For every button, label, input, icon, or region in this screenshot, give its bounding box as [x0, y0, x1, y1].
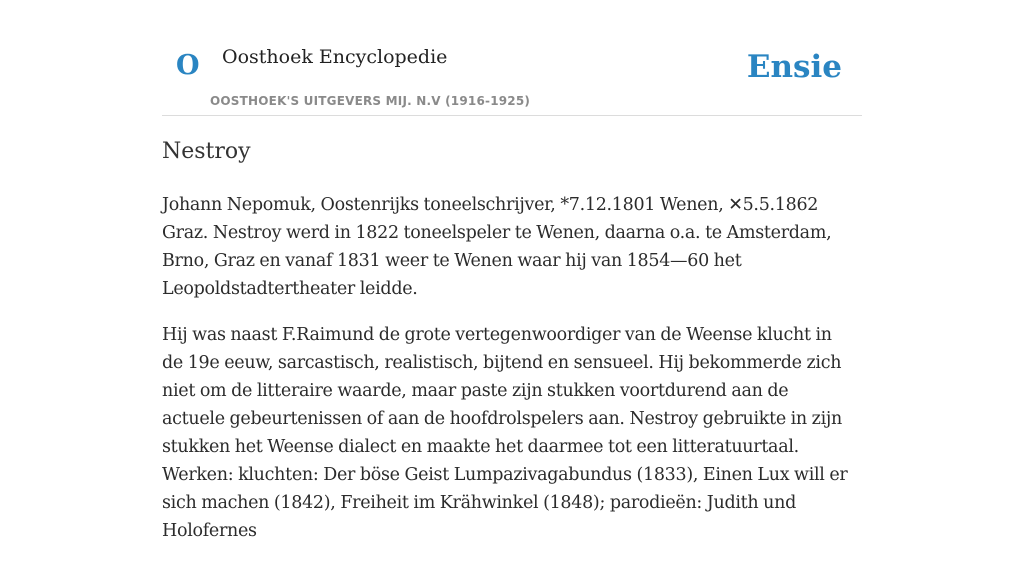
ensie-logo-link[interactable]: Ensie — [746, 49, 842, 85]
article — [162, 138, 852, 563]
article-paragraph: Hij was naast F.Raimund de grote vertegenwoordiger van de Weense klucht in de 19e eeuw, sarcastisch, realistisch, bijtend en sensueel. Hij bekommerde zich niet om de litteraire waarde, maar paste zijn stukken voortdurend aan de actuele gebeurtenissen of aan de hoofdrolspelers aan. Nestroy gebruikte in zijn stukken het Weense dialect en maakte het daarmee tot een litteratuurtaal. Werken: kluchten: Der böse Geist Lumpazivagabundus (1833), Einen Lux will er sich machen (1842), Freiheit im Krähwinkel (1848); parodieën: Judith und Holofernes — [162, 324, 848, 541]
entry-title: Nestroy — [162, 139, 251, 164]
publisher-label: OOSTHOEK'S UITGEVERS MIJ. N.V (1916-1925) — [210, 94, 531, 108]
source-logo-letter: O — [176, 50, 200, 81]
source-header — [162, 40, 862, 116]
source-title[interactable]: Oosthoek Encyclopedie — [222, 46, 448, 68]
article-paragraph: Johann Nepomuk, Oostenrijks toneelschrijver, *7.12.1801 Wenen, ✕5.5.1862 Graz. Nestroy werd in 1822 toneelspeler te Wenen, daarna o.a. te Amsterdam, Brno, Graz en vanaf 1831 weer te Wenen waar hij van 1854—60 het Leopoldstadtertheater leidde. — [162, 194, 832, 299]
